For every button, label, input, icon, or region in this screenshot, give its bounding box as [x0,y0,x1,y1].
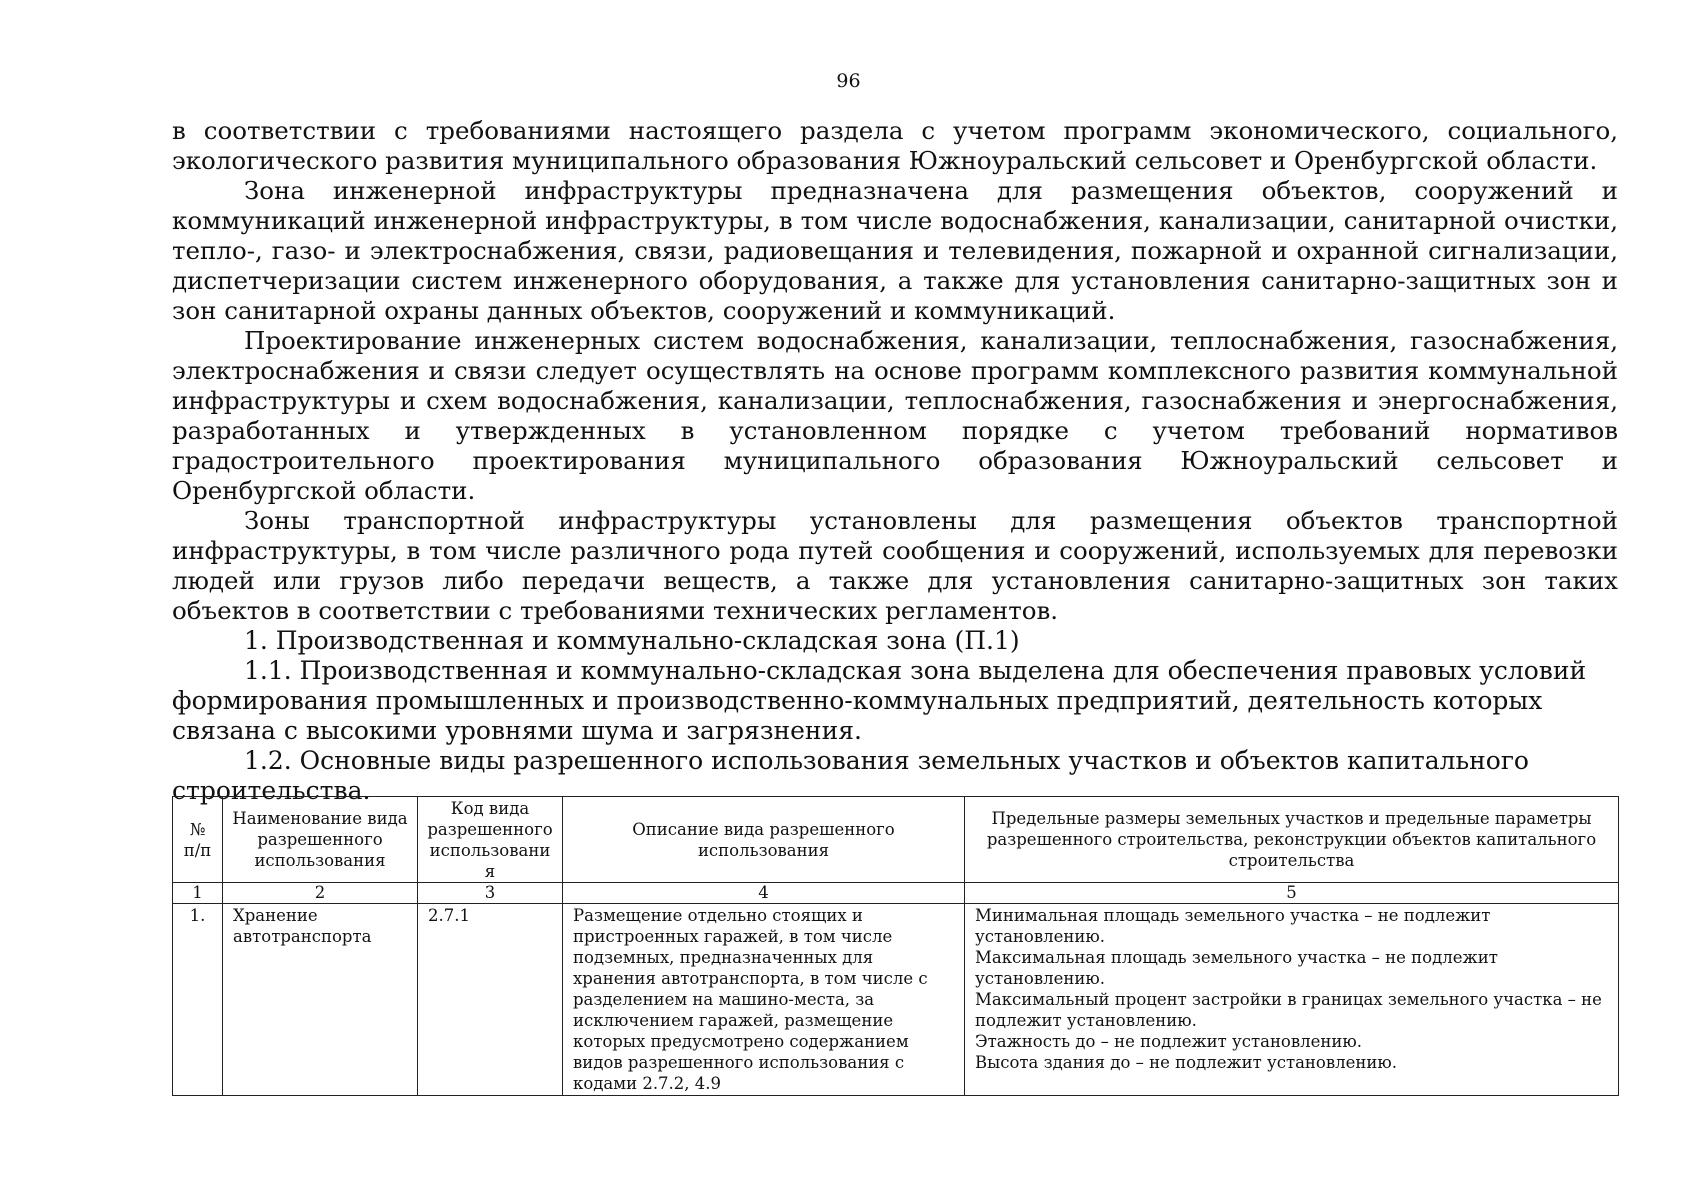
parameter-line: Минимальная площадь земельного участка – не подлежит установлению. [975,906,1491,946]
header-use-name: Наименование вида разрешенного использования [223,797,418,883]
header-description: Описание вида разрешенного использования [563,797,965,883]
paragraph: Зона инженерной инфраструктуры предназначена для размещения объектов, сооружений и коммуникаций инженерной инфраструктуры, в том числе водоснабжения, канализации, санитарной очистки, тепло-, газо- и электроснабжения, связи, радиовещания и телевидения, пожарной и охранной сигнализации, диспетчеризации систем инженерного оборудования, а также для установления санитарно-защитных зон и зон санитарной охраны данных объектов, сооружений и коммуникаций. [172,176,1618,325]
column-number: 3 [418,883,563,904]
page-number: 96 [836,70,861,92]
section-heading: 1. Производственная и коммунально-складская зона (П.1) [244,626,1020,655]
column-number: 2 [223,883,418,904]
use-code: 2.7.1 [418,904,563,1096]
header-use-code: Код вида разрешенного использовани я [418,797,563,883]
row-number: 1. [173,904,223,1096]
parameter-line: Высота здания до – не подлежит установлению. [975,1053,1397,1072]
paragraph: Проектирование инженерных систем водоснабжения, канализации, теплоснабжения, газоснабжения, электроснабжения и связи следует осуществлять на основе программ комплексного развития коммунальной инфраструктуры и схем водоснабжения, канализации, теплоснабжения, газоснабжения и энергоснабжения, разработанных и утвержденных в установленном порядке с учетом требований нормативов градостроительного проектирования муниципального образования Южноуральский сельсовет и Оренбургской области. [172,326,1618,505]
header-parameters: Предельные размеры земельных участков и предельные параметры разрешенного строительства, реконструкции объектов капитального строительства [965,797,1619,883]
use-name: Хранение автотранспорта [223,904,418,1096]
table-row [173,904,1619,1096]
parameter-line: Этажность до – не подлежит установлению. [975,1032,1363,1051]
column-number: 4 [563,883,965,904]
parameter-line: Максимальный процент застройки в границах земельного участка – не подлежит установлению. [975,990,1602,1030]
paragraph: Зоны транспортной инфраструктуры установлены для размещения объектов транспортной инфраструктуры, в том числе различного рода путей сообщения и сооружений, используемых для перевозки людей или грузов либо передачи веществ, а также для установления санитарно-защитных зон таких объектов в соответствии с требованиями технических регламентов. [172,506,1618,625]
permitted-use-table [172,796,1619,1096]
section-paragraph: 1.1. Производственная и коммунально-складская зона выделена для обеспечения правовых условий формирования промышленных и производственно-коммунальных предприятий, деятельность которых связана с высокими уровнями шума и загрязнения. [172,656,1587,745]
body-text [172,116,1618,626]
use-description: Размещение отдельно стоящих и пристроенных гаражей, в том числе подземных, предназначенных для хранения автотранспорта, в том числе с разделением на машино-места, за исключением гаражей, размещение которых предусмотрено содержанием видов разрешенного использования с кодами 2.7.2, 4.9 [563,904,965,1096]
paragraph: в соответствии с требованиями настоящего раздела с учетом программ экономического, социального, экологического развития муниципального образования Южноуральский сельсовет и Оренбургской области. [172,116,1618,175]
column-number: 1 [173,883,223,904]
section-production-zone [172,626,1618,806]
header-number: № п/п [173,797,223,883]
section-paragraph: 1.2. Основные виды разрешенного использования земельных участков и объектов капитального строительства. [172,746,1529,805]
column-number-row [173,883,1619,904]
use-parameters [965,904,1619,1096]
parameter-line: Максимальная площадь земельного участка – не подлежит установлению. [975,948,1498,988]
table-header-row [173,797,1619,883]
column-number: 5 [965,883,1619,904]
